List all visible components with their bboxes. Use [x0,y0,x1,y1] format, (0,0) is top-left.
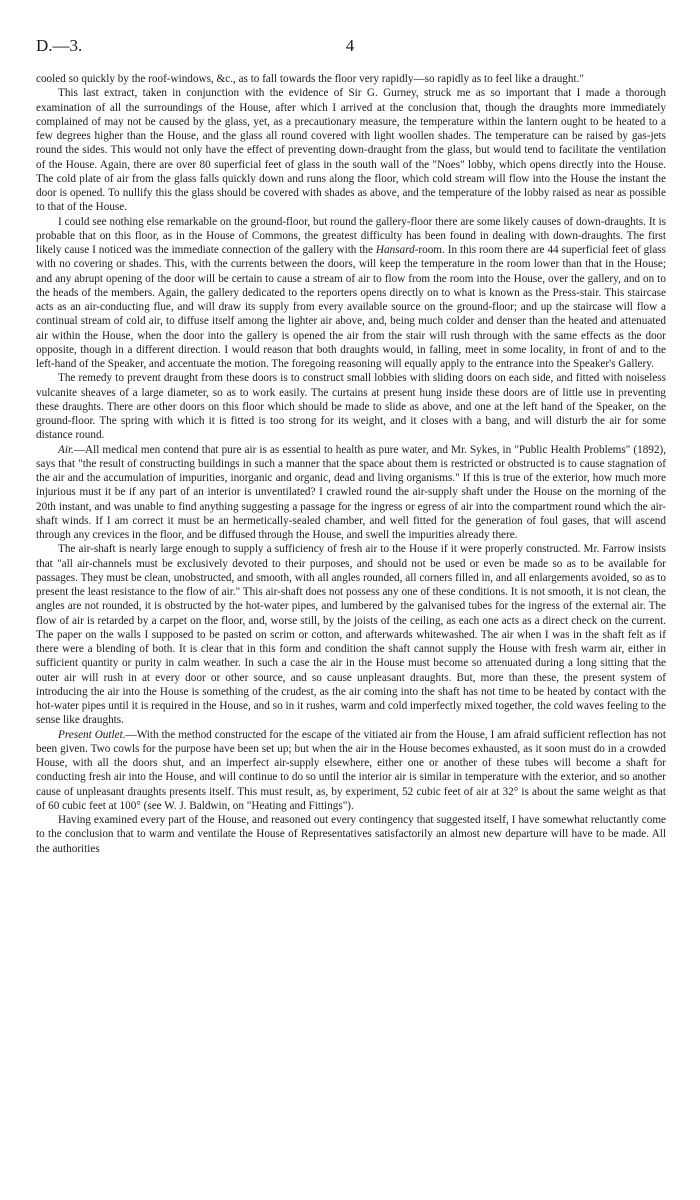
document-reference: D.—3. [36,36,83,55]
italic-run: Air. [58,443,74,456]
text-run: The remedy to prevent draught from these doors is to construct small lobbies with sliding doors on each side, and fitted with noiseless vulcanite sheaves of a large diameter, so as to work easily. The curtains at present hung inside these doors are of little use in preventing these draughts. There are other doors on this floor which should be made to slide as above, and one at the left hand of the Speaker, on the ground-floor. The spring with which it is fitted is too strong for its weight, and it closes with a bang, and will disturb the air for some distance round. [36,372,666,442]
paragraph [36,72,666,86]
page-number: 4 [345,36,355,55]
text-run: —With the method constructed for the escape of the vitiated air from the House, I am afraid sufficient reflection has not been given. Two cowls for the purpose have been set up; but when the air in the House becomes exhausted, as it soon must do in a crowded House, with all the doors shut, and an imperfect air-supply elsewhere, either one or another of these tubes will become a shaft for conducting fresh air into the House, and will continue to do so until the interior air is similar in temperature with the exterior, and so another cause of unpleasant draughts presents itself. This must result, as, by experiment, 52 cubic feet of air at 32° is about the same weight as that of 60 cubic feet at 100° (see W. J. Baldwin, on "Heating and Fittings"). [36,728,666,812]
paragraph [36,728,666,814]
text-run: I could see nothing else remarkable on the ground-floor, but round the gallery-floor there are some likely causes of down-draughts. It is probable that on this floor, as in the House of Commons, the greatest difficulty has been found in dealing with down-draughts. The first likely cause I noticed was the immediate connection of the gallery with the [36,215,666,256]
text-run: -room. In this room there are 44 superficial feet of glass with no covering or shades. This, with the currents between the doors, will keep the temperature in the room lower than that in the House; and any abrupt opening of the door will be certain to cause a stream of air to flow from the room into the House, over the gallery, and on to the heads of the members. Again, the gallery dedicated to the reporters opens directly on to what is known as the Press-stair. This staircase acts as an air-conducting flue, and will draw its supply from every available source on the ground-floor; and up the staircase will flow a continual stream of cold air, to diffuse itself among the lighter air above, and, being much colder and denser than the heated and attenuated air within the House, when the door into the gallery is opened the air from the stair will rush through with the same effects as the door opposite, though in a different direction. I would reason that both draughts would, in falling, meet in some locality, in front of and to the left-hand of the Speaker, and accentuate the motion. The foregoing reasoning will equally apply to the entrance into the Speaker's Gallery. [36,244,666,370]
paragraph [36,215,666,372]
page-header [36,36,664,58]
body-text [36,72,666,856]
italic-run: Present Outlet. [58,728,126,741]
paragraph [36,371,666,442]
italic-run: Hansard [375,244,415,256]
text-run: cooled so quickly by the roof-windows, &c., as to fall towards the floor very rapidly—so rapidly as to feel like a draught." [36,73,584,85]
paragraph [36,86,666,214]
paragraph [36,542,666,727]
paragraph [36,813,666,856]
text-run: Having examined every part of the House, and reasoned out every contingency that suggested itself, I have somewhat reluctantly come to the conclusion that to warm and ventilate the House of Representatives satisfactorily an almost new departure will have to be made. All the authorities [36,814,666,855]
paragraph [36,443,666,543]
text-run: The air-shaft is nearly large enough to supply a sufficiency of fresh air to the House if it were properly constructed. Mr. Farrow insists that "all air-channels must be exclusively devoted to their purposes, and should not be used or even be made so as to be available for passages. They must be clean, unobstructed, and smooth, with all angles rounded, all corners filled in, and all enlargements avoided, so as to present the least resistance to the flow of air." This air-shaft does not possess any one of these conditions. It is not smooth, it is not clean, the angles are not rounded, it is obstructed by the hot-water pipes, and lumbered by the galvanised tubes for the ingress of the external air. The flow of air is retarded by a carpet on the floor, and, worse still, by the joists of the ceiling, as each one acts as a direct check on the current. The paper on the walls I supposed to be pasted on scrim or cotton, and afterwards whitewashed. The air when I was in the shaft felt as if there were a blending of both. It is clear that in this form and condition the shaft cannot supply the House with fresh warm air, either in sufficient quantity or purity in calm weather. In such a case the air in the House must become so attenuated during a long sitting that the outer air will rush in at every door or other source, and so cause unpleasant draughts. But, more than these, the present system of introducing the air into the House is something of the crudest, as the air coming into the shaft has not time to be heated by contact with the hot-water pipes until it is required in the House, and so in it rushes, warm and cold imperfectly mixed together, the cold waves feeling to the sense like draughts. [36,543,666,727]
text-run: —All medical men contend that pure air is as essential to health as pure water, and Mr. Sykes, in "Public Health Problems" (1892), says that "the result of constructing buildings in such a manner that the space about them is restricted or obstructed is to cause stagnation of the air and the accumulation of impurities, inorganic and organic, dead and living organisms." If this is true of the exterior, how much more injurious must it be if any part of an interior is unventilated? I crawled round the air-supply shaft under the House on the morning of the 20th instant, and was unable to find anything suggesting a passage for the ingress or egress of air into the compartment round which the air-shaft winds. If I am correct it must be an hermetically-sealed chamber, and well fitted for the generation of foul gases, that will ascend through any crevices in the floor, and be diffused through the House, and swell the impurities already there. [36,443,666,541]
text-run: This last extract, taken in conjunction with the evidence of Sir G. Gurney, struck me as so important that I made a thorough examination of all the surroundings of the House, after which I arrived at the conclusion that, though the draughts more immediately complained of may not be caused by the glass, yet, as a precautionary measure, the temperature within the lantern ought to be heated to a few degrees higher than the House, and the glass all round covered with light woollen shades. The temperature can be raised by gas-jets round the sides. This would not only have the effect of preventing down-draught from the glass, but would tend to facilitate the ventilation of the House. Again, there are over 80 superficial feet of glass in the south wall of the "Noes" lobby, which opens directly into the House. The cold plate of air from the glass falls quickly down and runs along the floor, which cold stream will flow into the House the instant the door is opened. To nullify this the glass should be covered with shades as above, and the temperature of the lobby raised as near as possible to that of the House. [36,87,666,214]
